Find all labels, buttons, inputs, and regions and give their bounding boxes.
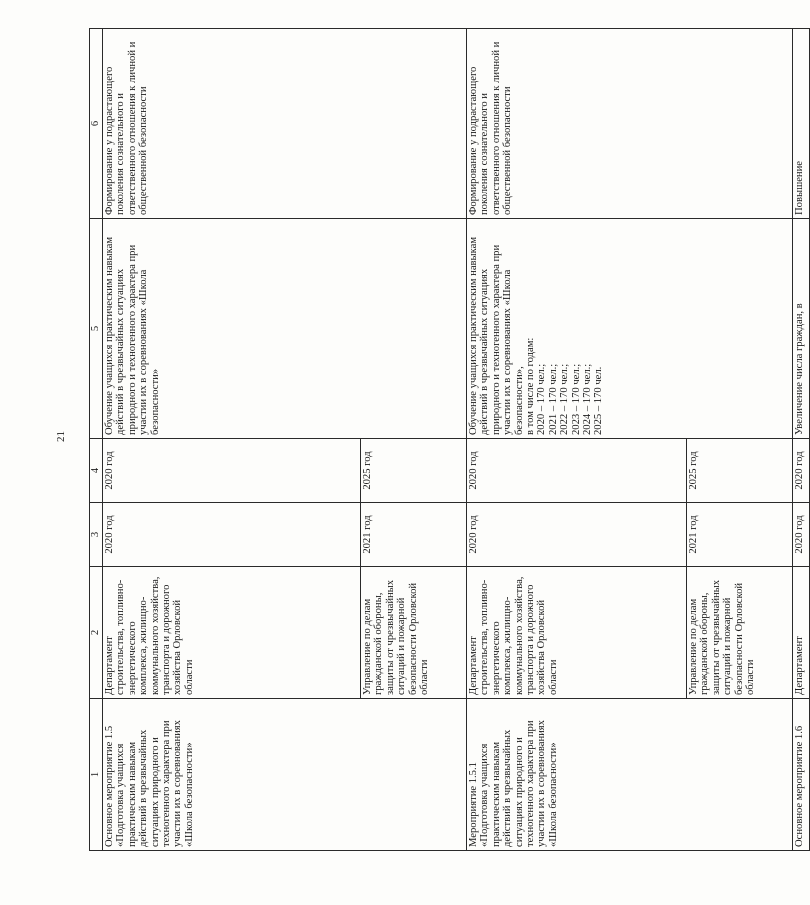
header-col-6: 6	[90, 29, 103, 219]
start-date-cell: 2021 год	[361, 503, 467, 567]
effect-cell: Формирование у подрастающего поколения сознательного и ответственного отношения к личной и общественной безопасности	[103, 29, 467, 219]
table-row	[467, 29, 687, 851]
end-date-cell: 2020 год	[793, 439, 810, 503]
table-row	[103, 29, 361, 851]
rotated-table-container	[89, 29, 805, 851]
end-date-cell: 2025 год	[687, 439, 793, 503]
effect-cell: Формирование у подрастающего поколения сознательного и ответственного отношения к личной и общественной безопасности	[467, 29, 793, 219]
start-date-cell: 2021 год	[687, 503, 793, 567]
executor-cell: Департамент строительства, топливно-энергетического комплекса, жилищно-коммунального хозяйства, транспорта и дорожного хозяйства Орловской области	[467, 567, 687, 699]
start-date-cell: 2020 год	[103, 503, 361, 567]
header-col-1: 1	[90, 699, 103, 851]
effect-cell: Повышение	[793, 29, 810, 219]
executor-cell: Департамент	[793, 567, 810, 699]
activity-name: Основное мероприятие 1.6	[793, 699, 810, 851]
activity-name: Основное мероприятие 1.5 «Подготовка учащихся практическим навыкам действий в чрезвычайных ситуациях природного и техногенного характера при участии их в соревнованиях «Школа безопасности»	[103, 699, 467, 851]
header-col-4: 4	[90, 439, 103, 503]
activity-name: Мероприятие 1.5.1 «Подготовка учащихся практическим навыкам действий в чрезвычайных ситуациях природного и техногенного характера при участии их в соревнованиях «Школа безопасности»	[467, 699, 793, 851]
end-date-cell: 2025 год	[361, 439, 467, 503]
end-date-cell: 2020 год	[103, 439, 361, 503]
end-date-cell: 2020 год	[467, 439, 687, 503]
header-col-3: 3	[90, 503, 103, 567]
expected-result-cell: Увеличение числа граждан, в	[793, 219, 810, 439]
executor-cell: Управление по делам гражданской обороны, защиты от чрезвычайных ситуаций и пожарной безопасности Орловской области	[361, 567, 467, 699]
header-row	[90, 29, 103, 851]
start-date-cell: 2020 год	[467, 503, 687, 567]
table-row	[793, 29, 810, 851]
expected-result-cell: Обучение учащихся практическим навыкам действий в чрезвычайных ситуациях природного и техногенного характера при участии их в соревнованиях «Школа безопасности», в том числе по годам: 2020 – 170 чел.; 2021 – 170 чел.; 2022 – 170 чел.; 2023 – 170 чел.; 2024 – 170 чел.; 2025 – 170 чел.	[467, 219, 793, 439]
executor-cell: Департамент строительства, топливно-энергетического комплекса, жилищно-коммунального хозяйства, транспорта и дорожного хозяйства Орловской области	[103, 567, 361, 699]
header-col-5: 5	[90, 219, 103, 439]
executor-cell: Управление по делам гражданской обороны, защиты от чрезвычайных ситуаций и пожарной безопасности Орловской области	[687, 567, 793, 699]
page-number: 21	[55, 431, 67, 442]
activities-table	[89, 28, 810, 851]
start-date-cell: 2020 год	[793, 503, 810, 567]
expected-result-cell: Обучение учащихся практическим навыкам действий в чрезвычайных ситуациях природного и техногенного характера при участии их в соревнованиях «Школа безопасности»	[103, 219, 467, 439]
header-col-2: 2	[90, 567, 103, 699]
